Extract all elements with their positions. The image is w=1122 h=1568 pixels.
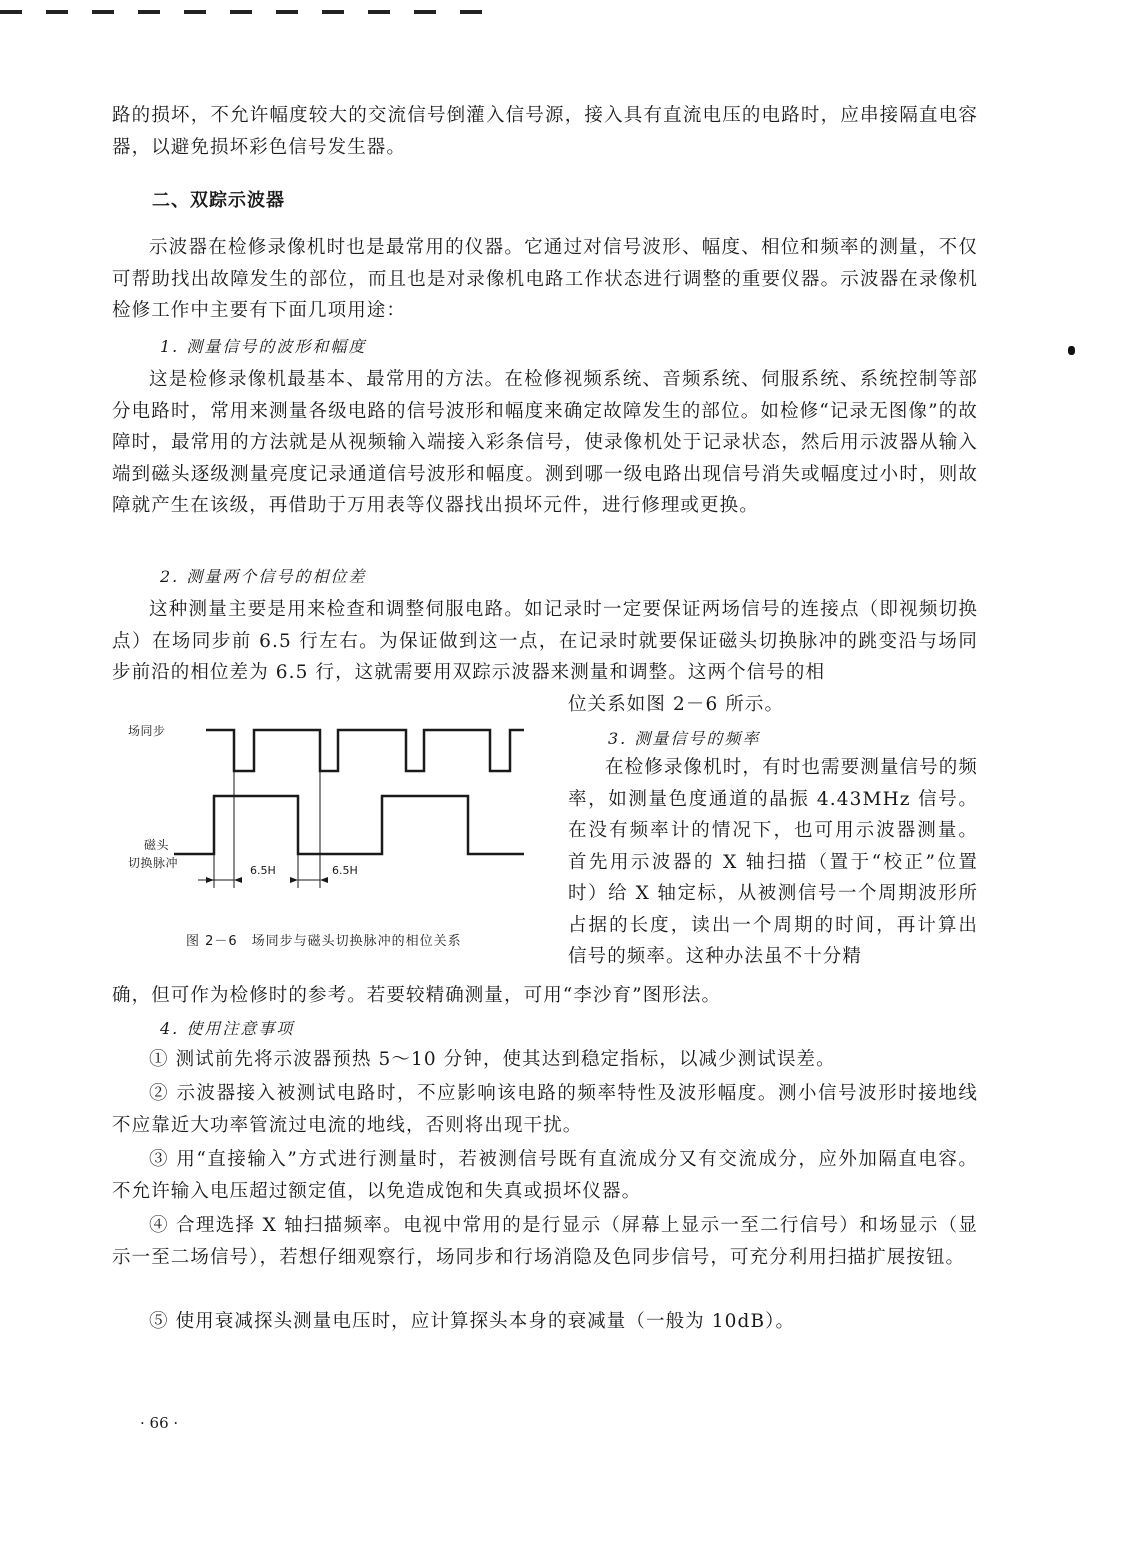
section-heading: 二、双踪示波器 <box>152 190 285 211</box>
dim-label-1: 6.5H <box>250 864 276 877</box>
label-switch-pulse: 切换脉冲 <box>128 856 179 870</box>
subheading-2: 2. 测量两个信号的相位差 <box>160 567 367 586</box>
paragraph-3-narrow: 在检修录像机时，有时也需要测量信号的频率，如测量色度通道的晶振 4.43MHz 信号。在没有频率计的情况下，也可用示波器测量。首先用示波器的 X 轴扫描（置于“校正”位置时）给 X 轴定标，从被测信号一个周期波形所占据的长度，读出一个周期的时间，再计算出信号的频率。这种办法虽不十分精 <box>568 757 978 967</box>
scan-speck <box>1068 346 1075 355</box>
note-4: ④ 合理选择 X 轴扫描频率。电视中常用的是行显示（屏幕上显示一至二行信号）和场显示（显示一至二场信号），若想仔细观察行，场同步和行场消隐及色同步信号，可充分利用扫描扩展按钮。 <box>112 1215 978 1268</box>
note-3: ③ 用“直接输入”方式进行测量时，若被测信号既有直流成分又有交流成分，应外加隔直电容。不允许输入电压超过额定值，以免造成饱和失真或损坏仪器。 <box>112 1149 978 1202</box>
top-dashed-rule <box>0 10 500 14</box>
waveform-diagram <box>118 716 538 916</box>
note-2: ② 示波器接入被测试电路时，不应影响该电路的频率特性及波形幅度。测小信号波形时接地线不应靠近大功率管流过电流的地线，否则将出现干扰。 <box>112 1083 978 1136</box>
dim-label-2: 6.5H <box>332 864 358 877</box>
paragraph-2-tail: 位关系如图 2－6 所示。 <box>568 694 785 715</box>
subheading-3: 3. 测量信号的频率 <box>608 729 761 748</box>
page-number: · 66 · <box>140 1414 179 1432</box>
label-head: 磁头 <box>144 838 170 852</box>
note-5: ⑤ 使用衰减探头测量电压时，应计算探头本身的衰减量（一般为 10dB）。 <box>149 1311 796 1332</box>
note-1: ① 测试前先将示波器预热 5～10 分钟，使其达到稳定指标，以减少测试误差。 <box>149 1049 836 1070</box>
paragraph-intro: 示波器在检修录像机时也是最常用的仪器。它通过对信号波形、幅度、相位和频率的测量，不仅可帮助找出故障发生的部位，而且也是对录像机电路工作状态进行调整的重要仪器。示波器在录像机检修工作中主要有下面几项用途： <box>112 237 978 321</box>
label-vsync: 场同步 <box>128 724 166 738</box>
paragraph-2: 这种测量主要是用来检查和调整伺服电路。如记录时一定要保证两场信号的连接点（即视频切换点）在场同步前 6.5 行左右。为保证做到这一点，在记录时就要保证磁头切换脉冲的跳变沿与场同步前沿的相位差为 6.5 行，这就需要用双踪示波器来测量和调整。这两个信号的相 <box>112 599 978 683</box>
subheading-1: 1. 测量信号的波形和幅度 <box>160 337 367 356</box>
head-switch-waveform <box>174 796 524 854</box>
paragraph-1: 这是检修录像机最基本、最常用的方法。在检修视频系统、音频系统、伺服系统、系统控制等部分电路时，常用来测量各级电路的信号波形和幅度来确定故障发生的部位。如检修“记录无图像”的故障时，最常用的方法就是从视频输入端接入彩条信号，使录像机处于记录状态，然后用示波器从输入端到磁头逐级测量亮度记录通道信号波形和幅度。测到哪一级电路出现信号消失或幅度过小时，则故障就产生在该级，再借助于万用表等仪器找出损坏元件，进行修理或更换。 <box>112 369 978 516</box>
vsync-waveform <box>206 730 524 771</box>
figure-phase-relation <box>118 716 538 956</box>
paragraph-3-tail: 确，但可作为检修时的参考。若要较精确测量，可用“李沙育”图形法。 <box>112 985 722 1006</box>
paragraph-continued: 路的损坏，不允许幅度较大的交流信号倒灌入信号源，接入具有直流电压的电路时，应串接隔直电容器，以避免损坏彩色信号发生器。 <box>112 105 978 158</box>
figure-caption: 图 2－6 场同步与磁头切换脉冲的相位关系 <box>186 934 462 949</box>
subheading-4: 4. 使用注意事项 <box>160 1019 295 1038</box>
